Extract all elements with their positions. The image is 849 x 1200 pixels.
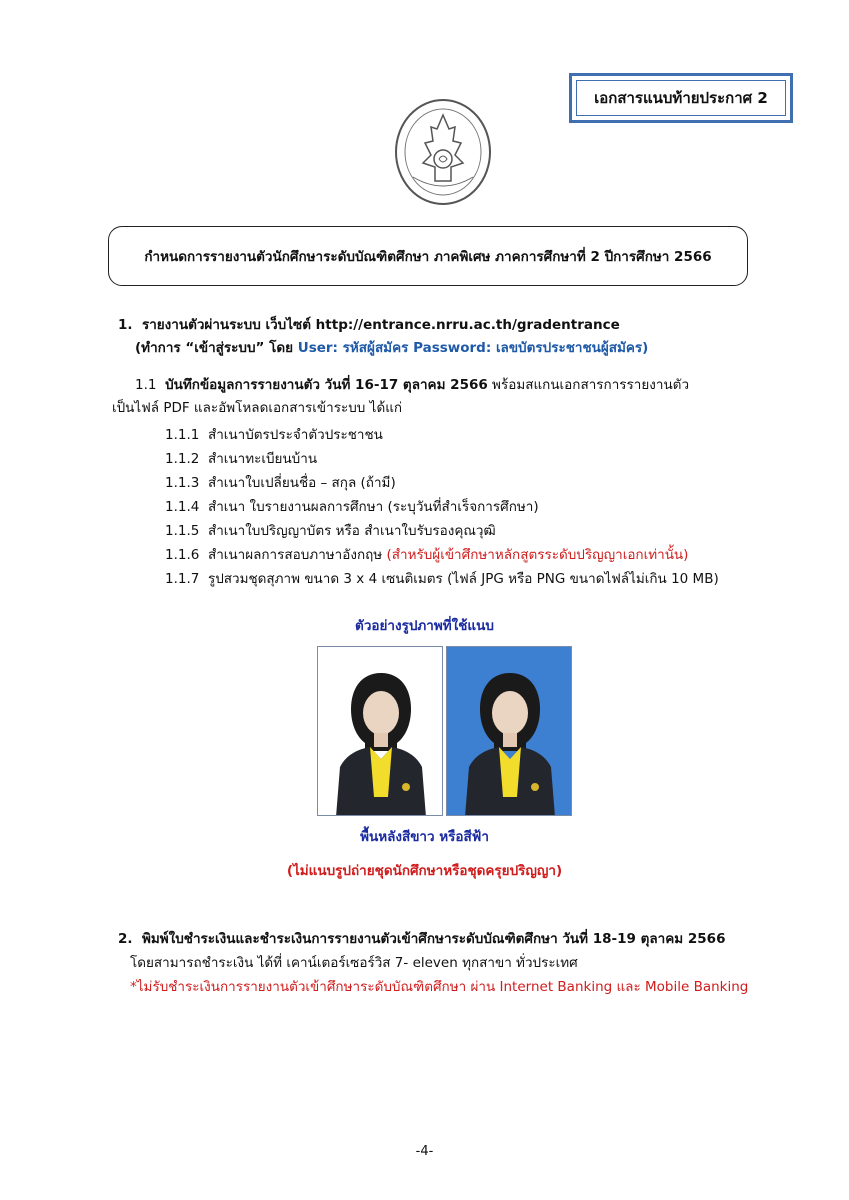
item-text: สำเนา ใบรายงานผลการศึกษา (ระบุวันที่สำเร็จการศึกษา) — [207, 499, 539, 515]
list-item — [165, 449, 317, 469]
subsection-number: 1.1 — [135, 377, 157, 393]
section2-heading-text: พิมพ์ใบชำระเงินและชำระเงินการรายงานตัวเข้าศึกษาระดับบัณฑิตศึกษา วันที่ 18-19 ตุลาคม 2566 — [141, 931, 726, 947]
person-photo-white-icon — [318, 647, 443, 816]
annex-label-box — [569, 73, 793, 123]
item-text: สำเนาใบเปลี่ยนชื่อ – สกุล (ถ้ามี) — [207, 475, 396, 491]
example-photo-blue — [446, 646, 572, 816]
item-number: 1.1.5 — [165, 523, 200, 539]
section1-heading — [118, 315, 620, 335]
item-number: 1.1.6 — [165, 547, 200, 563]
university-seal-icon — [393, 97, 493, 207]
section2-number: 2. — [118, 931, 133, 947]
item-text: สำเนาทะเบียนบ้าน — [207, 451, 318, 467]
section2-payment-location: โดยสามารถชำระเงิน ได้ที่ เคาน์เตอร์เซอร์วิส 7- eleven ทุกสาขา ทั่วประเทศ — [130, 955, 578, 971]
list-item — [165, 569, 719, 589]
item-number: 1.1.1 — [165, 427, 200, 443]
page-title: กำหนดการรายงานตัวนักศึกษาระดับบัณฑิตศึกษา ภาคพิเศษ ภาคการศึกษาที่ 2 ปีการศึกษา 2566 — [144, 249, 712, 265]
list-item — [165, 521, 496, 541]
annex-label: เอกสารแนบท้ายประกาศ 2 — [594, 89, 768, 107]
item-number: 1.1.7 — [165, 571, 200, 587]
item-text: รูปสวมชุดสุภาพ ขนาด 3 x 4 เซนติเมตร (ไฟล์ JPG หรือ PNG ขนาดไฟล์ไม่เกิน 10 MB) — [207, 571, 719, 587]
login-instruction — [135, 338, 648, 358]
list-item — [165, 497, 539, 517]
subsection-bold-text: บันทึกข้อมูลการรายงานตัว วันที่ 16-17 ตุลาคม 2566 — [165, 377, 488, 393]
item-text: สำเนาผลการสอบภาษาอังกฤษ — [207, 547, 387, 563]
item-text: สำเนาบัตรประจำตัวประชาชน — [207, 427, 383, 443]
list-item — [165, 473, 396, 493]
subsection-continuation: เป็นไฟล์ PDF และอัพโหลดเอกสารเข้าระบบ ได้แก่ — [112, 400, 403, 416]
photo-caption-bottom: พื้นหลังสีขาว หรือสีฟ้า — [360, 829, 489, 845]
list-item — [165, 545, 688, 565]
person-photo-blue-icon — [447, 647, 572, 816]
item-text: สำเนาใบปริญญาบัตร หรือ สำเนาใบรับรองคุณวุฒิ — [207, 523, 496, 539]
example-photo-white — [317, 646, 443, 816]
photo-warning: (ไม่แนบรูปถ่ายชุดนักศึกษาหรือชุดครุยปริญญา) — [286, 863, 563, 879]
section2-payment-warning: *ไม่รับชำระเงินการรายงานตัวเข้าศึกษาระดับบัณฑิตศึกษา ผ่าน Internet Banking และ Mobile Banking — [130, 979, 749, 995]
login-credentials: User: รหัสผู้สมัคร Password: เลขบัตรประชาชนผู้สมัคร) — [297, 340, 649, 356]
section1-number: 1. — [118, 317, 133, 333]
title-box — [108, 226, 748, 286]
section2-heading — [118, 929, 725, 949]
item-number: 1.1.2 — [165, 451, 200, 467]
list-item — [165, 425, 383, 445]
page-number: -4- — [415, 1144, 434, 1159]
photo-caption-top: ตัวอย่างรูปภาพที่ใช้แนบ — [355, 618, 494, 634]
item-number: 1.1.4 — [165, 499, 200, 515]
login-prefix: (ทำการ “เข้าสู่ระบบ” โดย — [135, 340, 298, 356]
section1-heading-text: รายงานตัวผ่านระบบ เว็บไซต์ http://entrance.nrru.ac.th/gradentrance — [141, 317, 620, 333]
item-number: 1.1.3 — [165, 475, 200, 491]
subsection-rest-text: พร้อมสแกนเอกสารการรายงานตัว — [487, 377, 690, 393]
subsection-1-1 — [135, 375, 689, 395]
item-note: (สำหรับผู้เข้าศึกษาหลักสูตรระดับปริญญาเอกเท่านั้น) — [386, 547, 689, 563]
